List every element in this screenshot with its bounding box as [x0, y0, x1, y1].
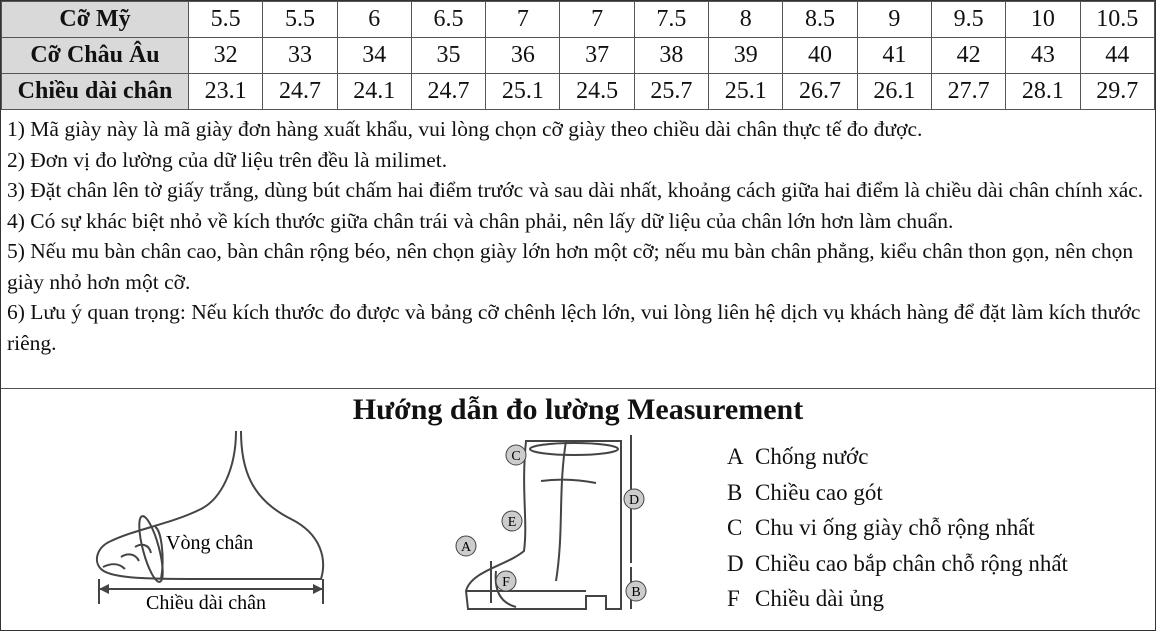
size-cell: 34 [337, 38, 411, 74]
size-cell: 23.1 [189, 74, 263, 110]
size-cell: 10 [1006, 2, 1080, 38]
size-cell: 28.1 [1006, 74, 1080, 110]
size-cell: 25.1 [486, 74, 560, 110]
size-cell: 10.5 [1080, 2, 1154, 38]
size-cell: 24.7 [263, 74, 337, 110]
foot-length-label: Chiều dài chân [146, 592, 266, 614]
size-cell: 26.7 [783, 74, 857, 110]
size-cell: 40 [783, 38, 857, 74]
marker-d: D [628, 493, 640, 508]
measurement-guide [1, 389, 1155, 627]
foot-illustration [91, 429, 341, 629]
size-cell: 25.1 [709, 74, 783, 110]
measurement-legend [727, 439, 1068, 617]
size-cell: 5.5 [263, 2, 337, 38]
note-6: 6) Lưu ý quan trọng: Nếu kích thước đo được và bảng cỡ chênh lệch lớn, vui lòng liên hệ dịch vụ khách hàng để đặt làm kích thước riêng. [7, 300, 1141, 355]
size-row [2, 38, 1155, 74]
size-cell: 8.5 [783, 2, 857, 38]
size-cell: 24.1 [337, 74, 411, 110]
size-cell: 41 [857, 38, 931, 74]
legend-item-b: B Chiều cao gót [727, 479, 883, 505]
size-cell: 36 [486, 38, 560, 74]
size-cell: 29.7 [1080, 74, 1154, 110]
marker-a: A [460, 540, 472, 555]
size-cell: 39 [709, 38, 783, 74]
marker-e: E [507, 515, 517, 530]
size-table [1, 1, 1155, 110]
size-cell: 6 [337, 2, 411, 38]
note-5: 5) Nếu mu bàn chân cao, bàn chân rộng béo, nên chọn giày lớn hơn một cỡ; nếu mu bàn chân phẳng, kiểu chân thon gọn, nên chọn giày nhỏ hơn một cỡ. [7, 239, 1134, 294]
size-row-label: Cỡ Châu Âu [2, 38, 189, 74]
note-1: 1) Mã giày này là mã giày đơn hàng xuất khẩu, vui lòng chọn cỡ giày theo chiều dài chân thực tế đo được. [7, 117, 923, 141]
guide-title: Hướng dẫn đo lường Measurement [352, 393, 804, 426]
size-row [2, 2, 1155, 38]
legend-item-f: F Chiều dài ủng [727, 586, 885, 611]
size-cell: 33 [263, 38, 337, 74]
size-cell: 24.5 [560, 74, 634, 110]
size-row [2, 74, 1155, 110]
note-2: 2) Đơn vị đo lường của dữ liệu trên đều là milimet. [7, 147, 448, 172]
size-cell: 44 [1080, 38, 1154, 74]
size-cell: 24.7 [411, 74, 485, 110]
legend-item-c: C Chu vi ống giày chỗ rộng nhất [727, 515, 1035, 540]
size-row-label: Chiều dài chân [2, 74, 189, 110]
size-cell: 38 [634, 38, 708, 74]
foot-circumference-label: Vòng chân [166, 532, 254, 554]
size-cell: 8 [709, 2, 783, 38]
size-cell: 32 [189, 38, 263, 74]
size-cell: 7.5 [634, 2, 708, 38]
marker-b: B [631, 585, 641, 600]
legend-item-a: A Chống nước [727, 444, 869, 469]
boot-illustration [446, 431, 656, 621]
size-cell: 42 [931, 38, 1005, 74]
legend-item-d: D Chiều cao bắp chân chỗ rộng nhất [727, 550, 1068, 576]
size-cell: 7 [486, 2, 560, 38]
note-3: 3) Đặt chân lên tờ giấy trắng, dùng bút chấm hai điểm trước và sau dài nhất, khoảng cách giữa hai điểm là chiều dài chân chính xác. [7, 178, 1144, 202]
boot-markers [456, 445, 646, 601]
size-cell: 7 [560, 2, 634, 38]
marker-c: C [511, 449, 521, 464]
notes-section [1, 110, 1155, 389]
size-row-label: Cỡ Mỹ [2, 2, 189, 38]
marker-f: F [502, 575, 510, 590]
size-cell: 27.7 [931, 74, 1005, 110]
note-4: 4) Có sự khác biệt nhỏ về kích thước giữa chân trái và chân phải, nên lấy dữ liệu của chân lớn hơn làm chuẩn. [7, 208, 954, 233]
size-cell: 6.5 [411, 2, 485, 38]
size-cell: 9.5 [931, 2, 1005, 38]
size-cell: 26.1 [857, 74, 931, 110]
size-cell: 25.7 [634, 74, 708, 110]
size-cell: 43 [1006, 38, 1080, 74]
size-cell: 35 [411, 38, 485, 74]
size-cell: 9 [857, 2, 931, 38]
size-cell: 5.5 [189, 2, 263, 38]
size-cell: 37 [560, 38, 634, 74]
